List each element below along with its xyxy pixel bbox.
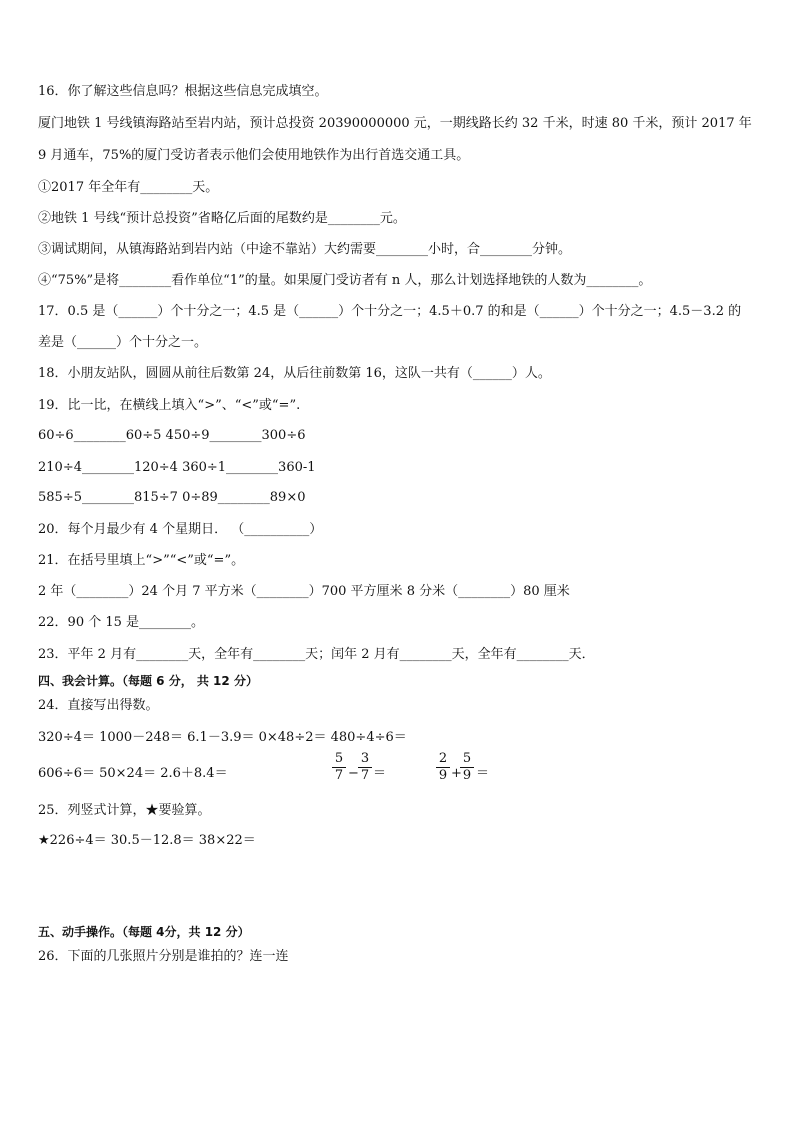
fraction-2-9: 2 9 [436, 752, 450, 783]
q19-row2: 210÷4________120÷4 360÷1________360-1 [38, 460, 316, 475]
q20: 20．每个月最少有 4 个星期日． （__________） [38, 522, 323, 537]
fraction-3-7: 3 7 [358, 752, 372, 783]
q16-title: 16．你了解这些信息吗？根据这些信息完成填空。 [38, 84, 328, 99]
q16-sub3: ③调试期间，从镇海路站到岩内站（中途不靠站）大约需要________小时，合________分钟。 [38, 242, 572, 257]
q19-title: 19．比一比，在横线上填入“>”、“<”或“=”. [38, 398, 301, 413]
q24-row1: 320÷4＝ 1000－248＝ 6.1－3.9＝ 0×48÷2＝ 480÷4÷6＝ [38, 730, 407, 745]
q19-row3: 585÷5________815÷7 0÷89________89×0 [38, 490, 306, 505]
q26: 26．下面的几张照片分别是谁拍的？连一连 [38, 949, 289, 964]
q16-sub4: ④“75%”是将________看作单位“1”的量。如果厦门受访者有 n 人，那么计划选择地铁的人数为________。 [38, 273, 652, 288]
equals-sign: ＝ [373, 766, 387, 781]
q21-row: 2 年（________）24 个月 7 平方米（________）700 平方厘米 8 分米（________）80 厘米 [38, 584, 570, 599]
q16-paragraph-line2: 9 月通车，75%的厦门受访者表示他们会使用地铁作为出行首选交通工具。 [38, 148, 470, 163]
q17-line2: 差是（______）个十分之一。 [38, 335, 208, 350]
q24-title: 24．直接写出得数。 [38, 698, 159, 713]
q25-row: ★226÷4＝ 30.5－12.8＝ 38×22＝ [38, 833, 256, 848]
fraction-5-7: 5 7 [332, 752, 346, 783]
q17-line1: 17．0.5 是（______）个十分之一；4.5 是（______）个十分之一；4.5＋0.7 的和是（______）个十分之一；4.5－3.2 的 [38, 304, 742, 319]
section5-heading: 五、动手操作。（每题 4分，共 12 分） [38, 925, 250, 939]
q16-sub2: ②地铁 1 号线“预计总投资”省略亿后面的尾数约是________元。 [38, 211, 406, 226]
section4-heading: 四、我会计算。（每题 6 分， 共 12 分） [38, 674, 258, 688]
q23: 23．平年 2 月有________天，全年有________天；闰年 2 月有________天，全年有________天． [38, 647, 595, 662]
plus-sign: + [451, 766, 462, 781]
equals-sign: ＝ [476, 766, 490, 781]
q21-title: 21．在括号里填上“>”“<”或“=”。 [38, 553, 245, 568]
q24-row2: 606÷6＝ 50×24＝ 2.6＋8.4＝ [38, 766, 228, 781]
q18: 18．小朋友站队，圆圆从前往后数第 24，从后往前数第 16，这队一共有（______）人。 [38, 366, 551, 381]
minus-sign: − [348, 766, 359, 781]
q25-title: 25．列竖式计算，★要验算。 [38, 803, 211, 818]
q16-sub1: ①2017 年全年有________天。 [38, 180, 219, 195]
q16-paragraph-line1: 厦门地铁 1 号线镇海路站至岩内站，预计总投资 20390000000 元，一期线路长约 32 千米，时速 80 千米，预计 2017 年 [38, 116, 752, 131]
fraction-5-9: 5 9 [460, 752, 474, 783]
q22: 22．90 个 15 是________。 [38, 615, 205, 630]
q19-row1: 60÷6________60÷5 450÷9________300÷6 [38, 428, 306, 443]
